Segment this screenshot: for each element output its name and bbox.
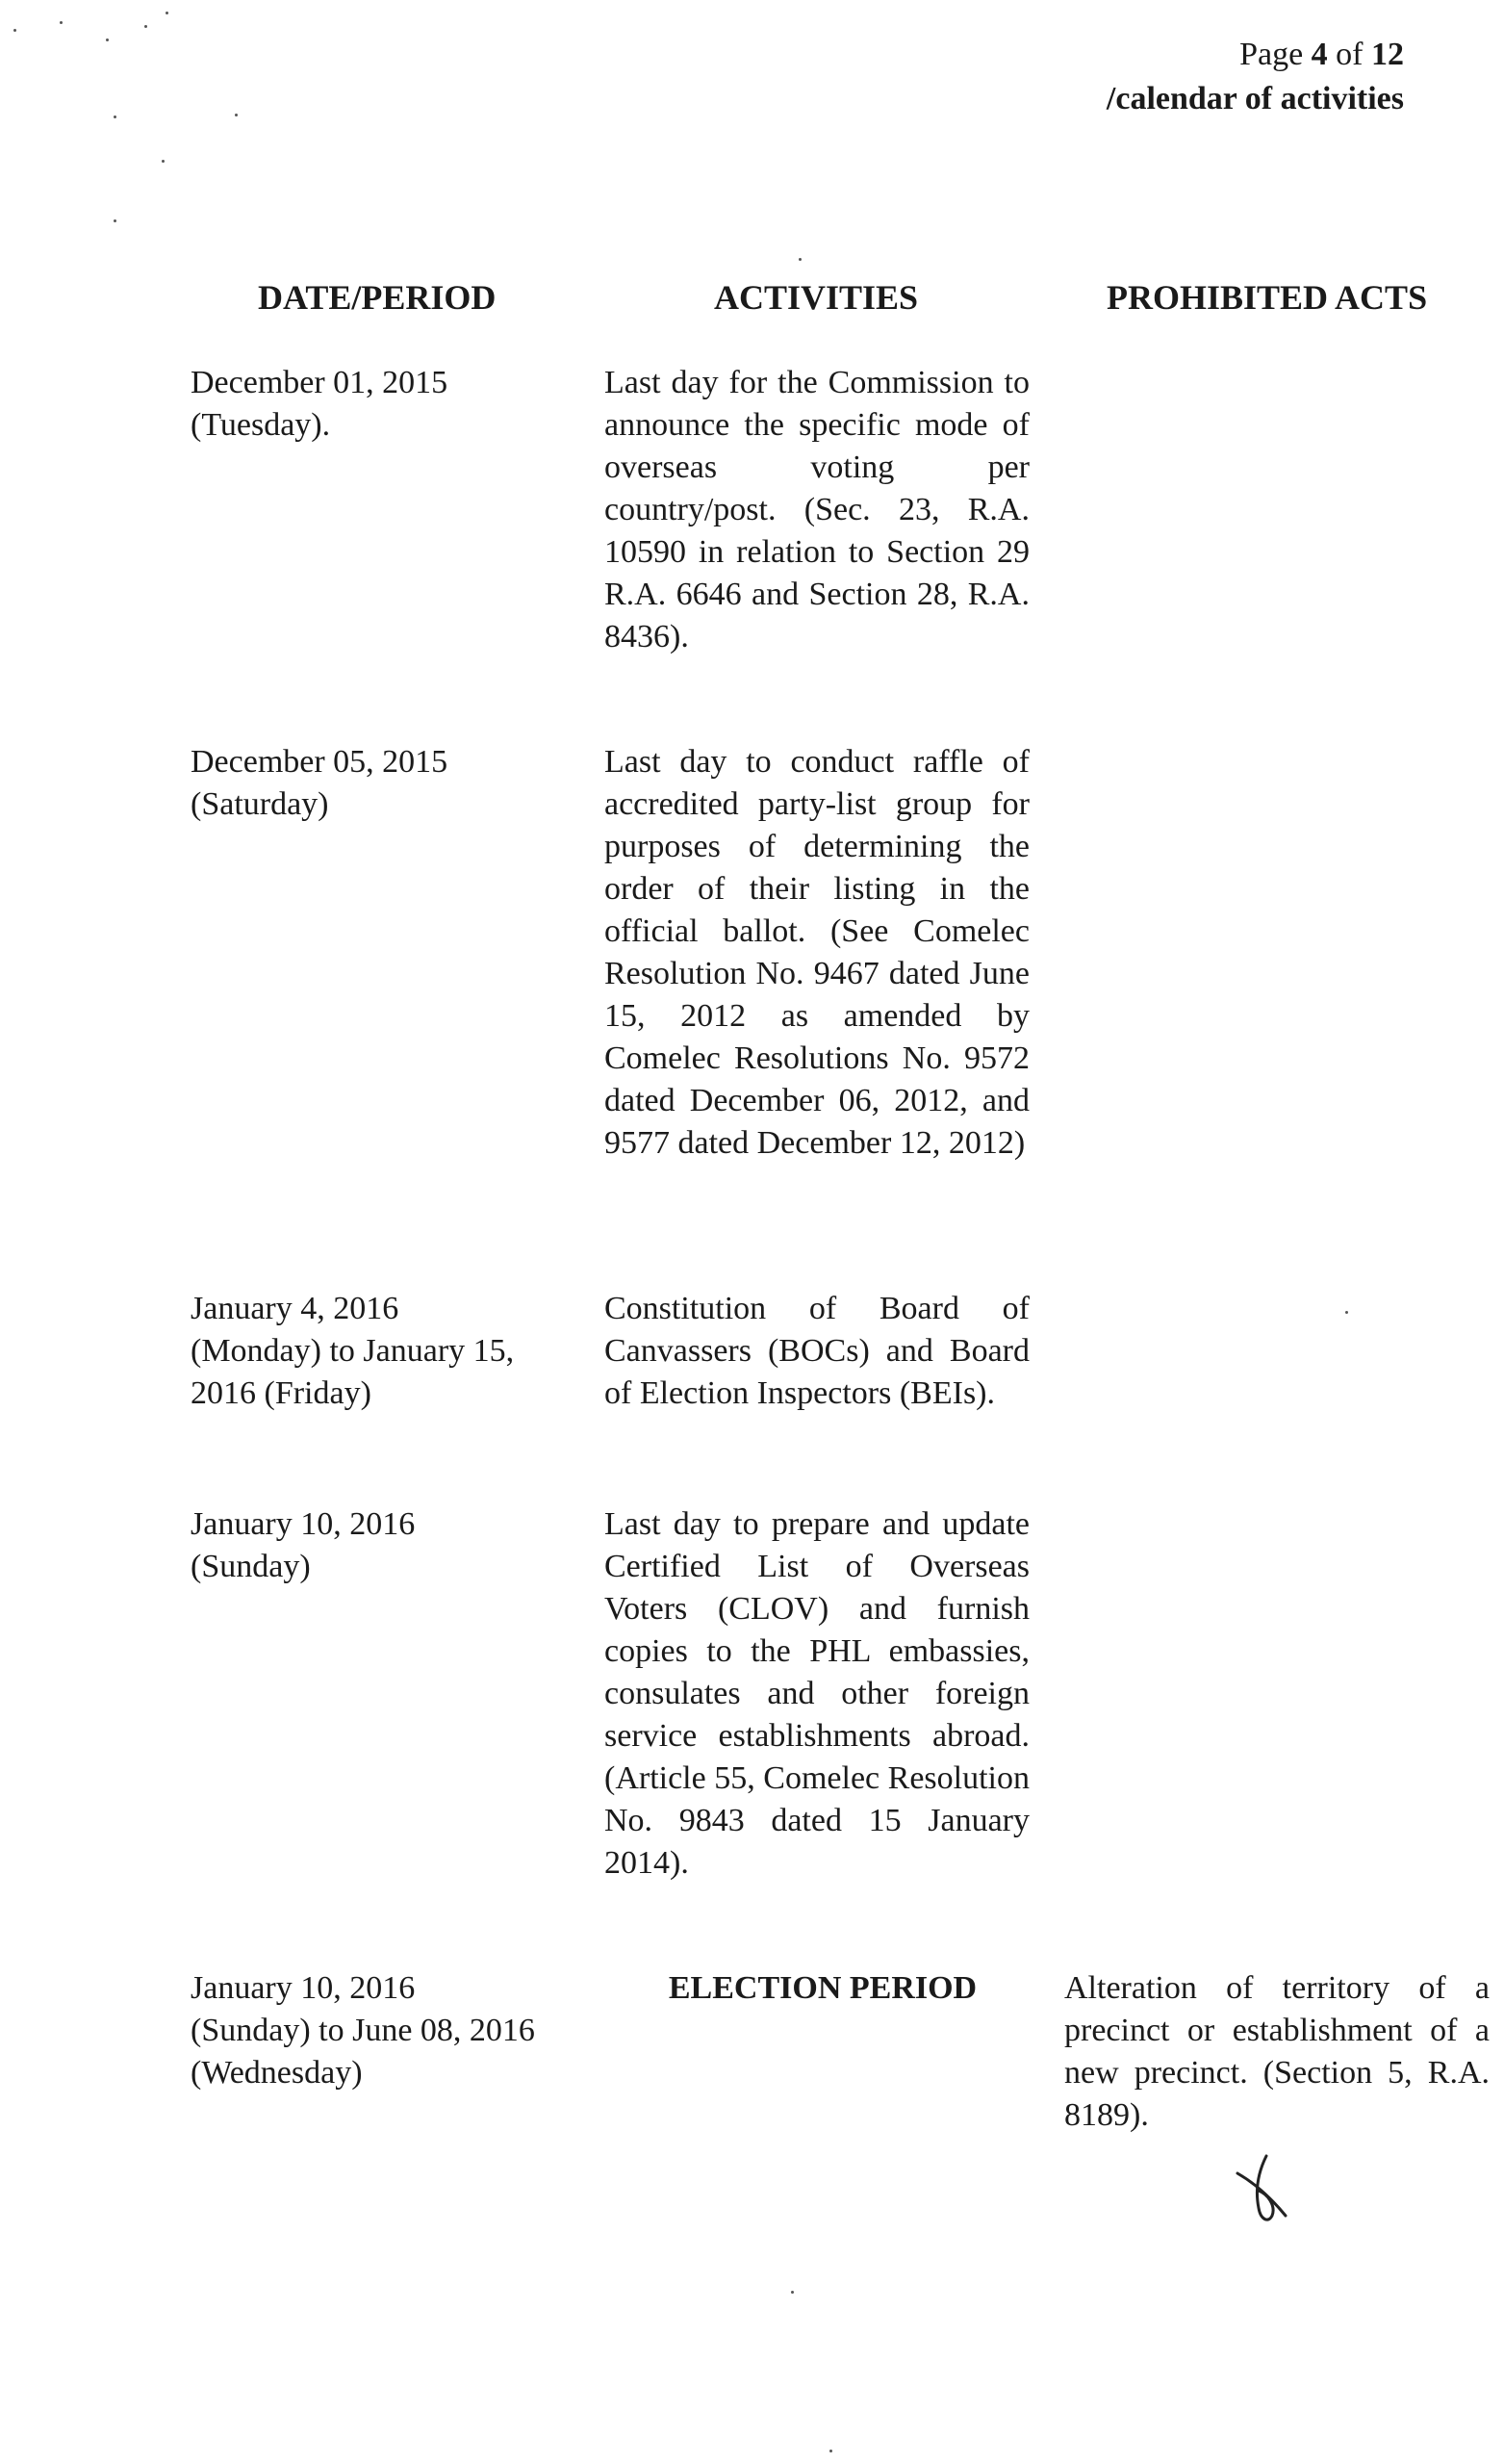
scan-speck (235, 114, 238, 116)
date-line: (Tuesday). (191, 407, 331, 443)
row-date (191, 1288, 595, 1415)
scan-speck (829, 2450, 832, 2452)
date-line: January 10, 2016 (191, 1506, 416, 1542)
page-number (1107, 33, 1404, 77)
date-line: January 10, 2016 (191, 1970, 416, 2006)
scan-speck (114, 116, 116, 118)
page-current: 4 (1311, 37, 1328, 72)
scan-speck (166, 12, 168, 14)
date-line: (Wednesday) (191, 2055, 363, 2091)
page-subtitle: /calendar of activities (1106, 81, 1404, 116)
date-line: (Monday) to January 15, (191, 1333, 515, 1369)
row-date (191, 1503, 595, 1588)
heading-date-period: DATE/PERIOD (258, 278, 497, 317)
column-headings (0, 277, 1504, 325)
page-of: of (1336, 37, 1364, 72)
row-activity: Constitution of Board of Canvassers (BOCs) and Board of Election Inspectors (BEIs). (604, 1291, 1030, 1411)
scan-speck (114, 219, 116, 222)
signature-initial (1230, 2152, 1297, 2229)
row-activity: Last day to prepare and update Certified List of Overseas Voters (CLOV) and furnish copies to the PHL embassies, consulates and other foreign service establishments abroad. (Article 55, Comelec Resolution No. 9843 dated 15 January 2014). (604, 1506, 1030, 1881)
heading-activities: ACTIVITIES (714, 278, 919, 317)
date-line: 2016 (Friday) (191, 1375, 371, 1411)
row-activity: Last day to conduct raffle of accredited party-list group for purposes of determining the order of their listing in the official ballot. (See Comelec Resolution No. 9467 dated June 15, 2012 as amended by Comelec Resolutions No. 9572 dated December 06, 2012, and 9577 dated December 12, 2012) (604, 744, 1030, 1161)
scan-speck (791, 2291, 794, 2294)
scan-speck (106, 38, 109, 41)
row-prohibited-act: Alteration of territory of a precinct or establishment of a new precinct. (Section 5, R.A. 8189). (1064, 1970, 1490, 2133)
scan-speck (162, 160, 165, 163)
row-date (191, 362, 595, 447)
date-line: December 05, 2015 (191, 744, 448, 780)
scan-speck (799, 258, 802, 261)
scan-speck (144, 25, 147, 28)
row-date (191, 1967, 595, 2094)
heading-prohibited-acts: PROHIBITED ACTS (1107, 278, 1428, 317)
date-line: January 4, 2016 (191, 1291, 399, 1326)
row-activity-election-period: ELECTION PERIOD (668, 1970, 978, 2006)
scan-speck (60, 21, 63, 24)
date-line: (Saturday) (191, 786, 329, 822)
date-line: (Sunday) to June 08, 2016 (191, 2013, 535, 2048)
date-line: December 01, 2015 (191, 365, 448, 400)
row-date (191, 741, 595, 826)
page-header (1107, 33, 1404, 121)
page-total: 12 (1371, 37, 1404, 72)
row-activity: Last day for the Commission to announce the specific mode of overseas voting per country/post. (Sec. 23, R.A. 10590 in relation to Section 29 R.A. 6646 and Section 28, R.A. 8436). (604, 365, 1030, 654)
date-line: (Sunday) (191, 1549, 311, 1584)
scan-speck (13, 29, 16, 32)
page-prefix: Page (1239, 37, 1304, 72)
scan-speck (1345, 1311, 1348, 1314)
